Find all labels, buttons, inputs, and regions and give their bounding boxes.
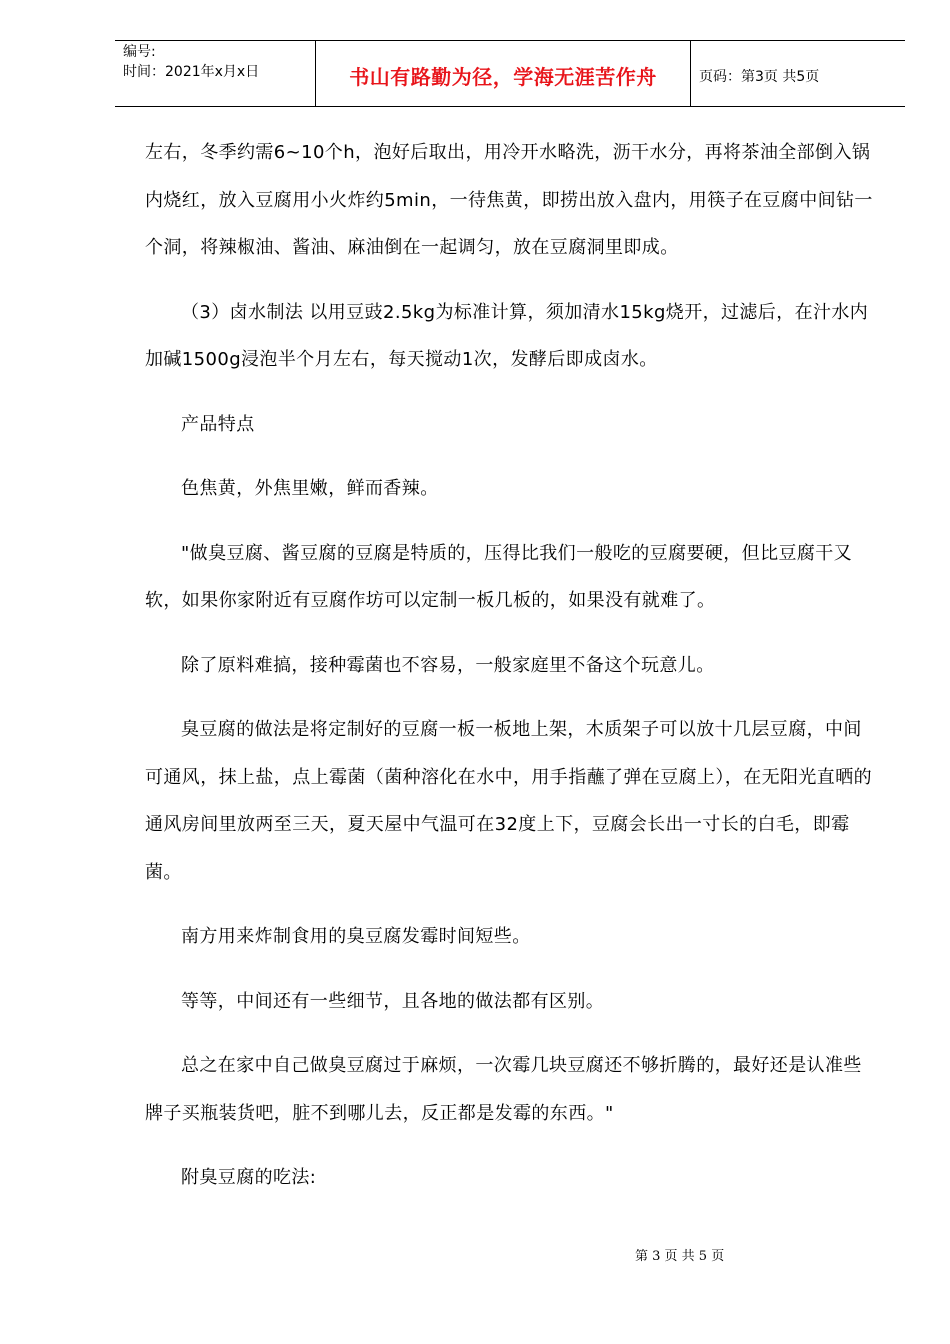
paragraph: 南方用来炸制食用的臭豆腐发霉时间短些。 xyxy=(181,926,531,947)
paragraph: 除了原料难搞，接种霉菌也不容易，一般家庭里不备这个玩意儿。 xyxy=(181,654,715,676)
paragraph: "做臭豆腐、酱豆腐的豆腐是特质的，压得比我们一般吃的豆腐要硬，但比豆腐干又软，如果你家附近有豆腐作坊可以定制一板几板的，如果没有就难了。 xyxy=(145,542,853,611)
paragraph: 臭豆腐的做法是将定制好的豆腐一板一板地上架，木质架子可以放十几层豆腐，中间可通风，抹上盐，点上霉菌（菌种溶化在水中，用手指蘸了弹在豆腐上），在无阳光直晒的通风房间里放两至三天，夏天屋中气温可在32度上下，豆腐会长出一寸长的白毛，即霉菌。 xyxy=(145,719,872,883)
header-meta xyxy=(123,42,313,82)
page-footer: 第 3 页 共 5 页 xyxy=(635,1249,725,1264)
doc-time-label: 时间：2021年x月x日 xyxy=(123,64,260,80)
header-page-info: 页码：第3页 共5页 xyxy=(699,69,820,85)
header-motto: 书山有路勤为径，学海无涯苦作舟 xyxy=(349,65,657,89)
paragraph: 左右，冬季约需6~10个h，泡好后取出，用冷开水略洗，沥干水分，再将茶油全部倒入锅内烧红，放入豆腐用小火炸约5min，一待焦黄，即捞出放入盘内，用筷子在豆腐中间钻一个洞，将辣椒油、酱油、麻油倒在一起调匀，放在豆腐洞里即成。 xyxy=(145,142,873,258)
paragraph: 色焦黄，外焦里嫩，鲜而香辣。 xyxy=(181,478,439,499)
paragraph: 总之在家中自己做臭豆腐过于麻烦，一次霉几块豆腐还不够折腾的，最好还是认准些牌子买瓶装货吧，脏不到哪儿去，反正都是发霉的东西。" xyxy=(145,1055,862,1124)
document-body xyxy=(145,129,875,1219)
paragraph: 附臭豆腐的吃法: xyxy=(181,1167,317,1188)
header-divider xyxy=(690,41,691,107)
page-header xyxy=(115,40,905,107)
section-heading: 产品特点 xyxy=(181,413,255,435)
paragraph: （3）卤水制法 以用豆豉2.5kg为标准计算，须加清水15kg烧开，过滤后，在汁水内加碱1500g浸泡半个月左右，每天搅动1次，发酵后即成卤水。 xyxy=(145,301,869,370)
paragraph: 等等，中间还有一些细节，且各地的做法都有区别。 xyxy=(181,990,605,1012)
doc-number-label: 编号: xyxy=(123,44,156,60)
